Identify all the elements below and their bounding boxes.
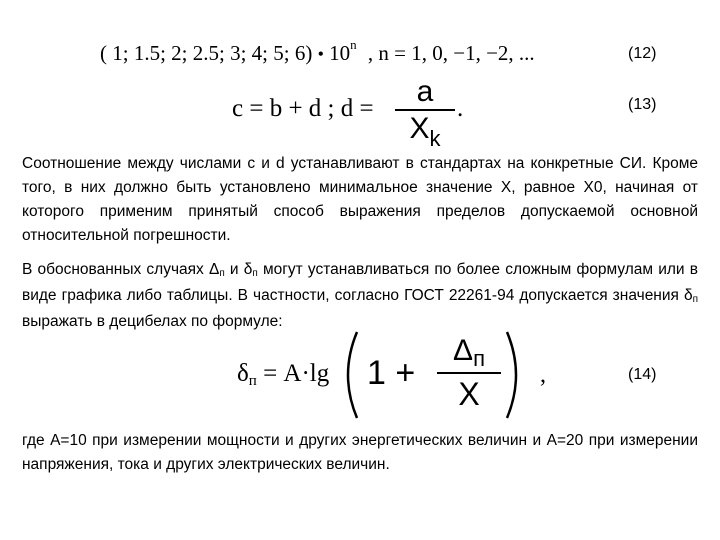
- paragraph-2-part-2: и δ: [224, 261, 253, 278]
- eq13-denominator-main: X: [409, 112, 430, 145]
- paragraph-3-text: где А=10 при измерении мощности и других энергетических величин и А=20 при измерении напряжения, тока и других электрических величин.: [22, 432, 698, 473]
- paragraph-2-text: [22, 258, 698, 334]
- left-paren-icon: [337, 330, 361, 420]
- right-paren-icon: [503, 330, 527, 420]
- eq12-series: ( 1; 1.5; 2; 2.5; 3; 4; 5; 6): [100, 41, 313, 65]
- paragraph-1: [22, 152, 698, 248]
- eq13-fraction: [395, 75, 455, 149]
- eq14-delta: δ: [237, 360, 249, 387]
- paragraph-2-sub-2: п: [252, 268, 258, 279]
- paragraph-2-sub-3: п: [692, 294, 698, 305]
- equation-13-number: (13): [628, 96, 657, 113]
- eq14-denominator: X: [458, 376, 480, 412]
- paragraph-3: [22, 429, 698, 477]
- eq14-numerator-delta: Δ: [453, 334, 474, 367]
- eq14-lhs: [237, 360, 329, 388]
- eq13-denominator-sub: k: [429, 126, 441, 151]
- equation-12: [100, 37, 535, 66]
- eq14-equals: = A·lg: [263, 360, 330, 387]
- paragraph-1-text: Соотношение между числами с и d устанавливают в стандартах на конкретные СИ. Кроме того, в них должно быть установлено минимальное значение Х, равное Х0, начиная от которого применим принятый способ выражения пределов допускаемой основной относительной погрешности.: [22, 155, 698, 244]
- equation-12-number: (12): [628, 45, 657, 62]
- eq14-numerator-sub: п: [473, 346, 485, 371]
- eq14-numerator: [437, 332, 501, 372]
- eq12-tail: , n = 1, 0, −1, −2, ...: [367, 41, 535, 65]
- paragraph-2: [22, 258, 698, 334]
- eq12-exponent: n: [350, 37, 357, 52]
- paragraph-2-sub-1: п: [219, 268, 225, 279]
- paragraph-2-part-4: выражать в децибелах по формуле:: [22, 313, 283, 330]
- eq14-fraction: [437, 332, 501, 414]
- eq12-base: 10: [329, 41, 351, 65]
- eq14-one-plus: 1 +: [367, 354, 416, 392]
- eq12-bullet: •: [317, 44, 324, 64]
- eq14-comma: ,: [540, 362, 546, 388]
- eq13-lhs: c = b + d ; d =: [232, 95, 374, 122]
- eq13-period: .: [457, 95, 464, 122]
- eq13-numerator: a: [416, 75, 434, 108]
- eq14-delta-sub: п: [248, 373, 257, 389]
- eq13-denominator: [395, 111, 455, 149]
- paragraph-2-part-3: могут устанавливаться по более сложным формулам или в виде графика либо таблицы. В частности, согласно ГОСТ 22261-94 допускается значения δ: [22, 261, 698, 304]
- paragraph-2-part-1: В обоснованных случаях Δ: [22, 261, 220, 278]
- equation-14-number: (14): [628, 366, 657, 383]
